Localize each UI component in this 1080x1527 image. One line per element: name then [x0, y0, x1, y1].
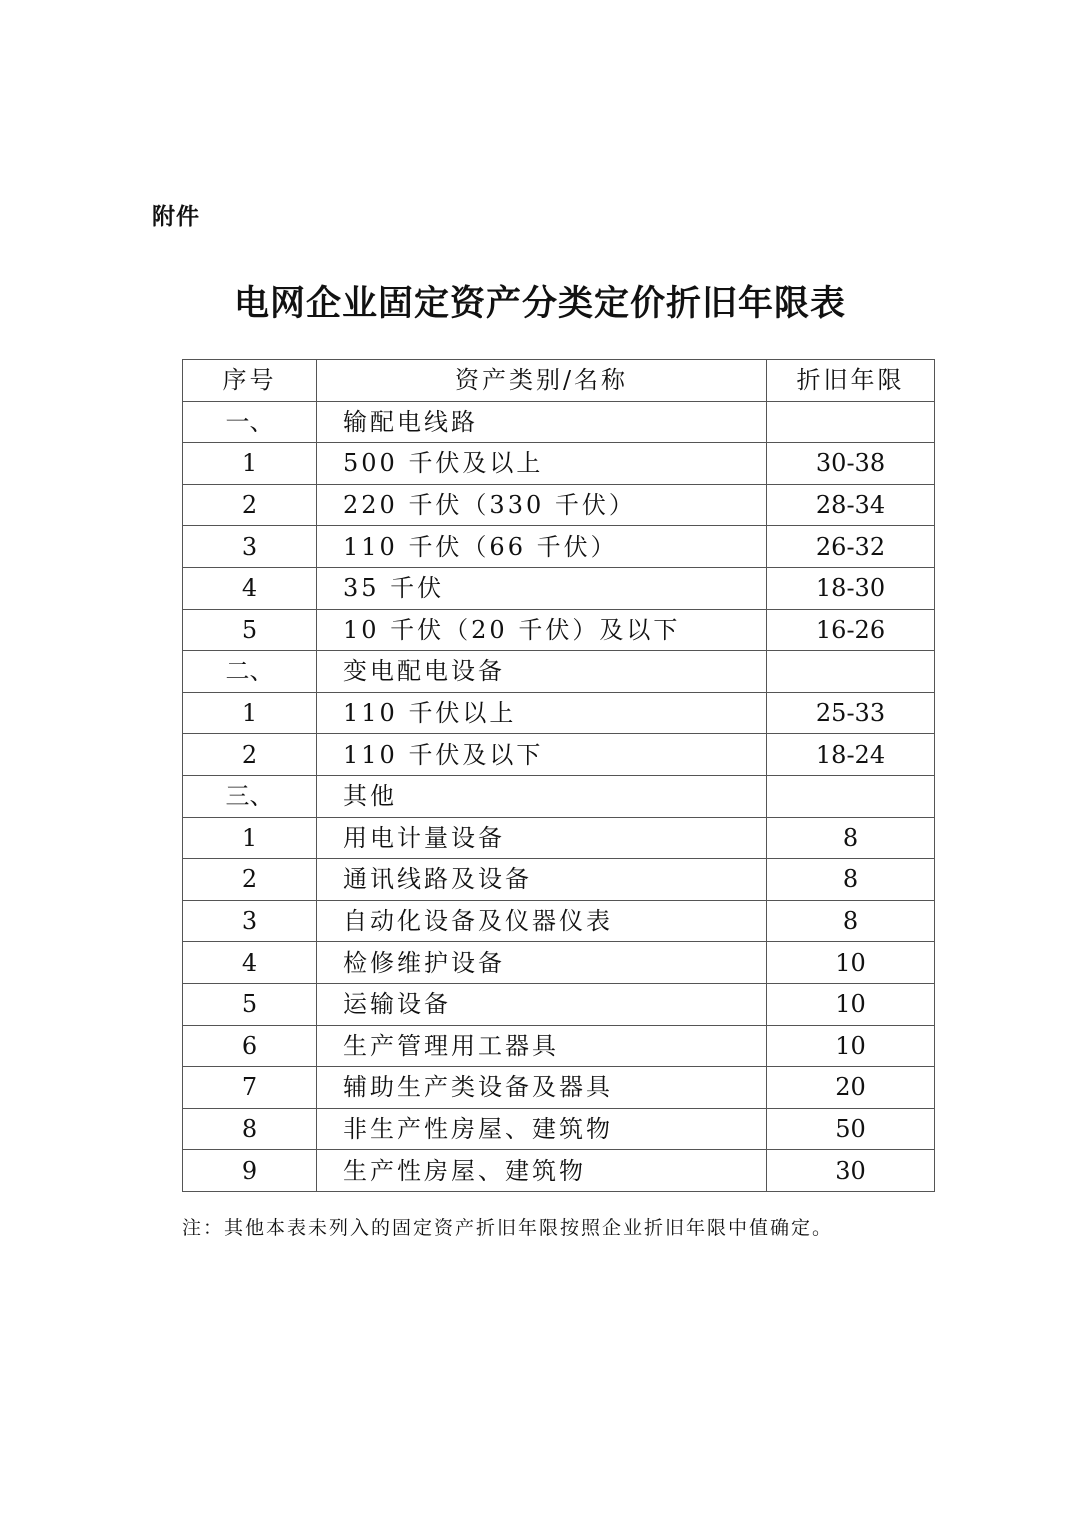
row-depreciation-years: 30-38 — [767, 443, 935, 485]
table-row — [183, 900, 935, 942]
depreciation-table — [182, 359, 935, 1192]
row-seq: 5 — [183, 983, 317, 1025]
row-seq: 7 — [183, 1067, 317, 1109]
table-row — [183, 651, 935, 693]
row-asset-name: 生产管理用工器具 — [317, 1025, 767, 1067]
table-row — [183, 401, 935, 443]
row-seq: 2 — [183, 484, 317, 526]
row-depreciation-years: 30 — [767, 1150, 935, 1192]
row-depreciation-years: 18-30 — [767, 567, 935, 609]
attachment-label: 附件 — [152, 204, 200, 230]
table-row — [183, 443, 935, 485]
table-row — [183, 484, 935, 526]
table-row — [183, 942, 935, 984]
row-seq: 2 — [183, 859, 317, 901]
table-row — [183, 692, 935, 734]
row-depreciation-years — [767, 775, 935, 817]
row-depreciation-years: 25-33 — [767, 692, 935, 734]
row-asset-name: 35 千伏 — [317, 567, 767, 609]
table-row — [183, 1108, 935, 1150]
row-depreciation-years: 8 — [767, 817, 935, 859]
footnote: 注：其他本表未列入的固定资产折旧年限按照企业折旧年限中值确定。 — [182, 1217, 834, 1239]
row-asset-name: 输配电线路 — [317, 401, 767, 443]
row-asset-name: 110 千伏以上 — [317, 692, 767, 734]
row-depreciation-years: 16-26 — [767, 609, 935, 651]
table-row — [183, 1025, 935, 1067]
row-asset-name: 用电计量设备 — [317, 817, 767, 859]
row-asset-name: 变电配电设备 — [317, 651, 767, 693]
row-asset-name: 生产性房屋、建筑物 — [317, 1150, 767, 1192]
header-asset-name: 资产类别/名称 — [317, 360, 767, 402]
row-asset-name: 运输设备 — [317, 983, 767, 1025]
row-depreciation-years: 10 — [767, 942, 935, 984]
row-depreciation-years — [767, 401, 935, 443]
header-seq: 序号 — [183, 360, 317, 402]
row-seq: 1 — [183, 817, 317, 859]
table-row — [183, 817, 935, 859]
row-asset-name: 其他 — [317, 775, 767, 817]
row-seq: 4 — [183, 567, 317, 609]
row-depreciation-years: 28-34 — [767, 484, 935, 526]
row-asset-name: 110 千伏及以下 — [317, 734, 767, 776]
header-depreciation-years: 折旧年限 — [767, 360, 935, 402]
row-asset-name: 10 千伏（20 千伏）及以下 — [317, 609, 767, 651]
table-row — [183, 983, 935, 1025]
table-row — [183, 1150, 935, 1192]
row-seq: 一、 — [183, 401, 317, 443]
row-depreciation-years: 8 — [767, 900, 935, 942]
row-seq: 8 — [183, 1108, 317, 1150]
row-seq: 3 — [183, 900, 317, 942]
row-asset-name: 110 千伏（66 千伏） — [317, 526, 767, 568]
row-depreciation-years: 10 — [767, 1025, 935, 1067]
row-depreciation-years: 18-24 — [767, 734, 935, 776]
row-asset-name: 检修维护设备 — [317, 942, 767, 984]
table-header-row — [183, 360, 935, 402]
row-seq: 5 — [183, 609, 317, 651]
row-depreciation-years — [767, 651, 935, 693]
row-depreciation-years: 20 — [767, 1067, 935, 1109]
table-row — [183, 1067, 935, 1109]
row-asset-name: 非生产性房屋、建筑物 — [317, 1108, 767, 1150]
row-seq: 4 — [183, 942, 317, 984]
row-seq: 2 — [183, 734, 317, 776]
table-row — [183, 609, 935, 651]
table-row — [183, 859, 935, 901]
row-asset-name: 通讯线路及设备 — [317, 859, 767, 901]
table-row — [183, 734, 935, 776]
row-asset-name: 辅助生产类设备及器具 — [317, 1067, 767, 1109]
row-seq: 3 — [183, 526, 317, 568]
table-row — [183, 567, 935, 609]
row-depreciation-years: 26-32 — [767, 526, 935, 568]
row-asset-name: 自动化设备及仪器仪表 — [317, 900, 767, 942]
table-row — [183, 775, 935, 817]
row-seq: 二、 — [183, 651, 317, 693]
row-asset-name: 500 千伏及以上 — [317, 443, 767, 485]
row-depreciation-years: 8 — [767, 859, 935, 901]
row-seq: 9 — [183, 1150, 317, 1192]
page-title: 电网企业固定资产分类定价折旧年限表 — [233, 283, 846, 324]
row-seq: 三、 — [183, 775, 317, 817]
row-seq: 6 — [183, 1025, 317, 1067]
row-depreciation-years: 50 — [767, 1108, 935, 1150]
table-body — [183, 401, 935, 1191]
row-depreciation-years: 10 — [767, 983, 935, 1025]
row-asset-name: 220 千伏（330 千伏） — [317, 484, 767, 526]
table-row — [183, 526, 935, 568]
row-seq: 1 — [183, 443, 317, 485]
row-seq: 1 — [183, 692, 317, 734]
